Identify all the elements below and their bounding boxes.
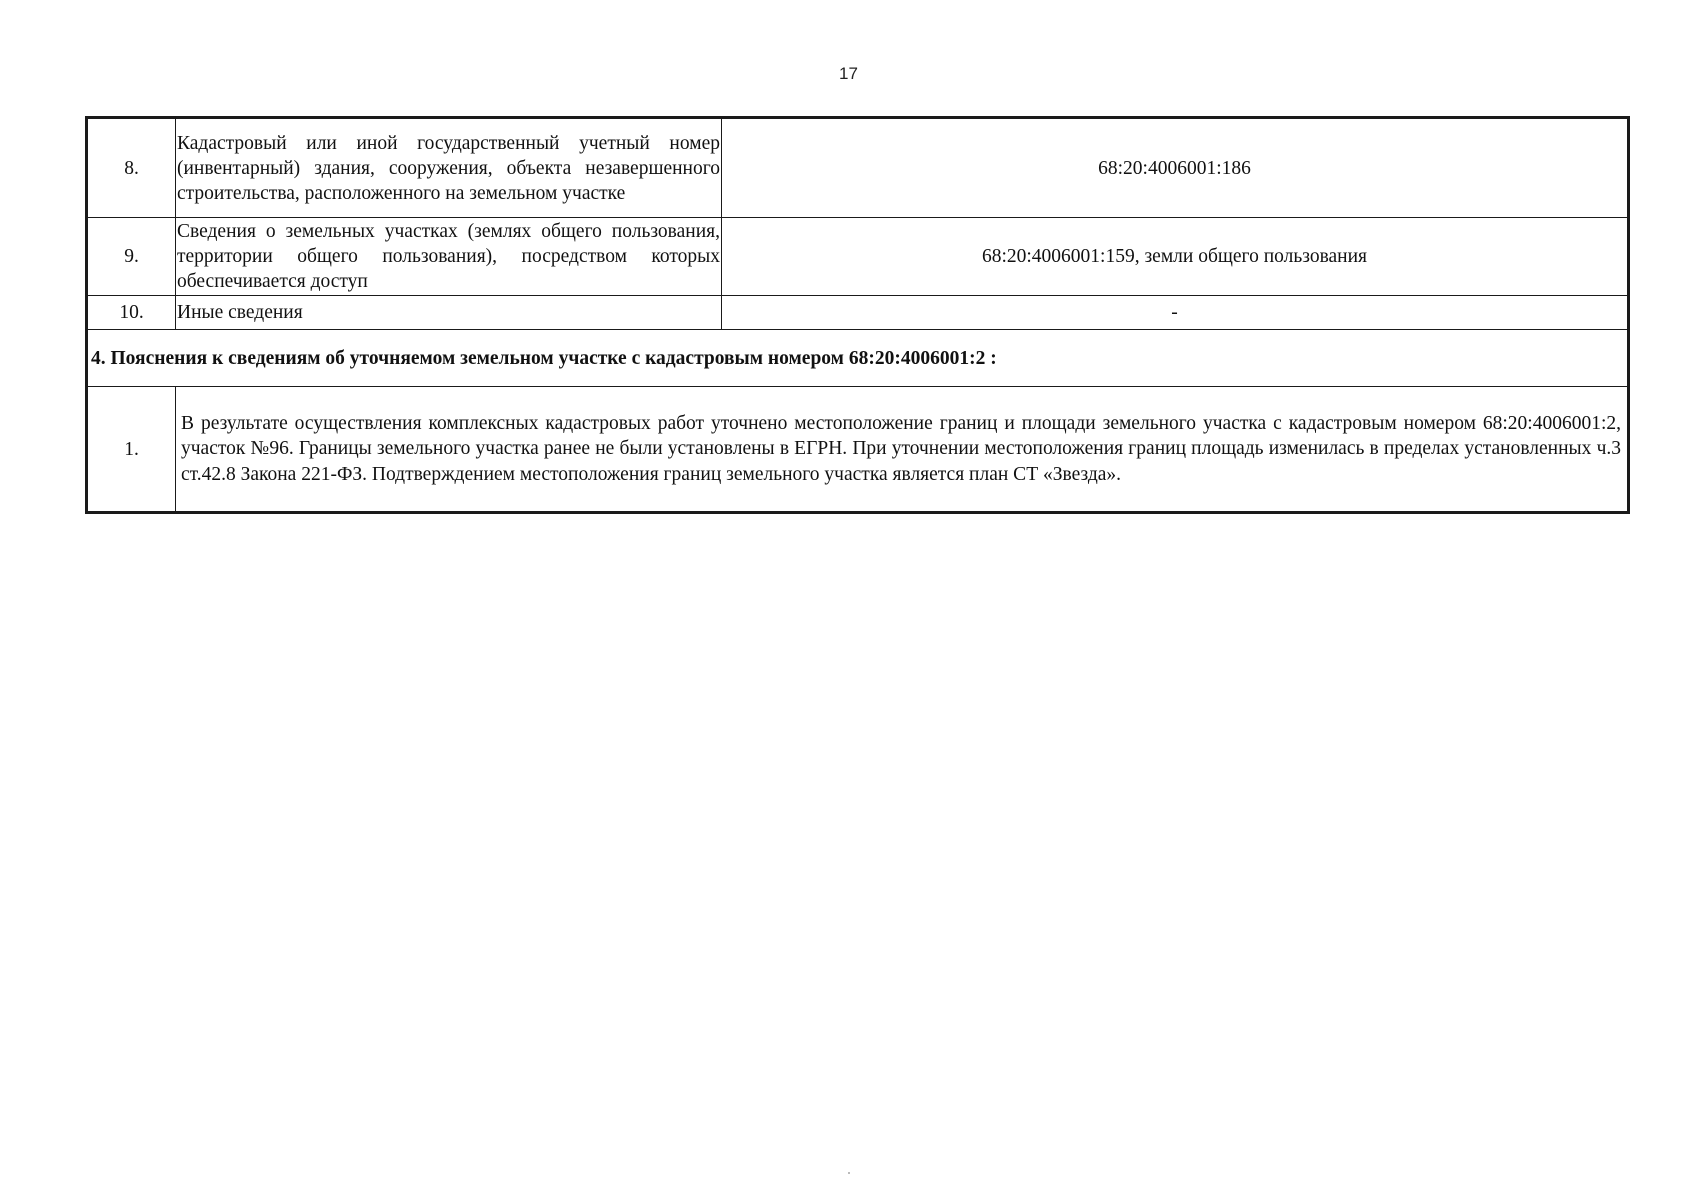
table-row	[87, 218, 1629, 296]
explanation-text: В результате осуществления комплексных кадастровых работ уточнено местоположение границ и площади земельного участка с кадастровым номером 68:20:4006001:2, участок №96. Границы земельного участка ранее не были установлены в ЕГРН. При уточнении местоположения границ площадь изменилась в пределах установленных ч.3 ст.42.8 Закона 221-ФЗ. Подтверждением местоположения границ земельного участка является план СТ «Звезда».	[176, 387, 1629, 513]
row-label: Кадастровый или иной государственный учетный номер (инвентарный) здания, сооружения, объекта незавершенного строительства, расположенного на земельном участке	[176, 118, 722, 218]
page-number: 17	[839, 64, 858, 83]
row-value: 68:20:4006001:186	[722, 118, 1629, 218]
row-label: Сведения о земельных участках (землях общего пользования, территории общего пользования), посредством которых обеспечивается доступ	[176, 218, 722, 296]
row-number: 9.	[87, 218, 176, 296]
scan-speck	[848, 1172, 850, 1174]
row-label: Иные сведения	[176, 296, 722, 330]
row-number: 8.	[87, 118, 176, 218]
row-value: -	[722, 296, 1629, 330]
section-title: 4. Пояснения к сведениям об уточняемом земельном участке с кадастровым номером 68:20:4006001:2 :	[87, 330, 1629, 387]
section-header-row	[87, 330, 1629, 387]
cadastral-info-table	[85, 116, 1630, 514]
explanation-number: 1.	[87, 387, 176, 513]
row-value: 68:20:4006001:159, земли общего пользования	[722, 218, 1629, 296]
table-row	[87, 296, 1629, 330]
table-row	[87, 118, 1629, 218]
explanation-row	[87, 387, 1629, 513]
row-number: 10.	[87, 296, 176, 330]
